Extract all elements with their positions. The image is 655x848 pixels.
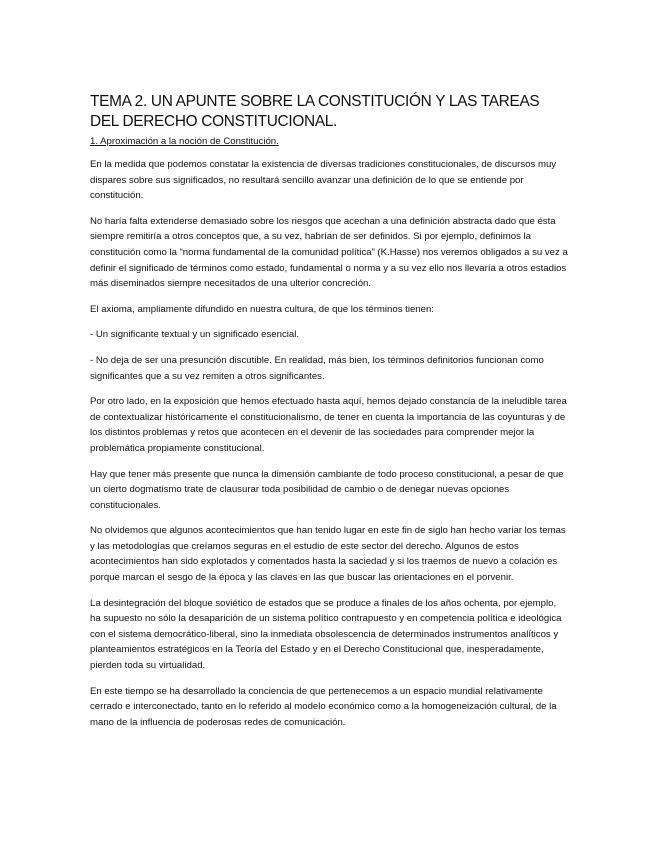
paragraph: Por otro lado, en la exposición que hemos efectuado hasta aquí, hemos dejado constancia de la ineludible tarea de contextualizar históricamente el constitucionalismo, de tener en cuenta la importancia de las coyunturas y de los distintos problemas y retos que acontecen en el devenir de las sociedades para comprender mejor la problemática propiamente constitucional.: [90, 396, 567, 454]
document-content: [90, 92, 568, 740]
paragraph: Hay que tener más presente que nunca la dimensión cambiante de todo proceso constitucional, a pesar de que un cierto dogmatismo trate de clausurar toda posibilidad de cambio o de denegar nuevas opciones constitucionales.: [90, 468, 564, 511]
paragraph: En la medida que podemos constatar la existencia de diversas tradiciones constitucionales, de discursos muy dispares sobre sus significados, no resultará sencillo avanzar una definición de lo que se entiende por constitución.: [90, 159, 557, 202]
paragraph: En este tiempo se ha desarrollado la conciencia de que pertenecemos a un espacio mundial relativamente cerrado e interconectado, tanto en lo referido al modelo económico como a la homogeneización cultural, de la mano de la influencia de poderosas redes de comunicación.: [90, 685, 557, 728]
paragraph: No olvidemos que algunos acontecimientos que han tenido lugar en este fin de siglo han hecho variar los temas y las metodologías que creíamos seguras en el estudio de este sector del derecho. Algunos de estos acontecimientos han sido explotados y comentados hasta la saciedad y si los traemos de nuevo a colación es porque marcan el sesgo de la época y las claves en las que buscar las orientaciones en el porvenir.: [90, 525, 566, 584]
section-heading: 1. Aproximación a la noción de Constitución.: [90, 136, 279, 147]
paragraph: La desintegración del bloque soviético de estados que se produce a finales de los años ochenta, por ejemplo, ha supuesto no sólo la desaparición de un sistema político contrapuesto y en competencia política e ideológica con el sistema democrático-liberal, sino la inmediata obsolescencia de determinados instrumentos analíticos y planteamientos estratégicos en la Teoría del Estado y en el Derecho Constitucional que, inesperadamente, pierden toda su virtualidad.: [90, 597, 562, 672]
list-item: - Un significante textual y un significado esencial.: [90, 329, 300, 341]
paragraph: El axioma, ampliamente difundido en nuestra cultura, de que los términos tienen:: [90, 303, 434, 315]
page-title: TEMA 2. UN APUNTE SOBRE LA CONSTITUCIÓN Y LAS TAREAS DEL DERECHO CONSTITUCIONAL.: [90, 93, 540, 130]
list-item: - No deja de ser una presunción discutible. En realidad, más bien, los términos definitorios funcionan como significantes que a su vez remiten a otros significantes.: [90, 354, 544, 382]
paragraph: No haría falta extenderse demasiado sobre los riesgos que acechan a una definición abstracta dado que ésta siempre remitiría a otros conceptos que, a su vez, habrían de ser definidos. Si por ejemplo, definimos la constitución como la “norma fundamental de la comunidad política” (K.Hasse) nos veremos obligados a su vez a definir el significado de términos como estado, fundamental o norma y a su vez ello nos llevaría a otros estadios más diseminados siempre necesitados de una ulterior concreción.: [90, 215, 568, 290]
